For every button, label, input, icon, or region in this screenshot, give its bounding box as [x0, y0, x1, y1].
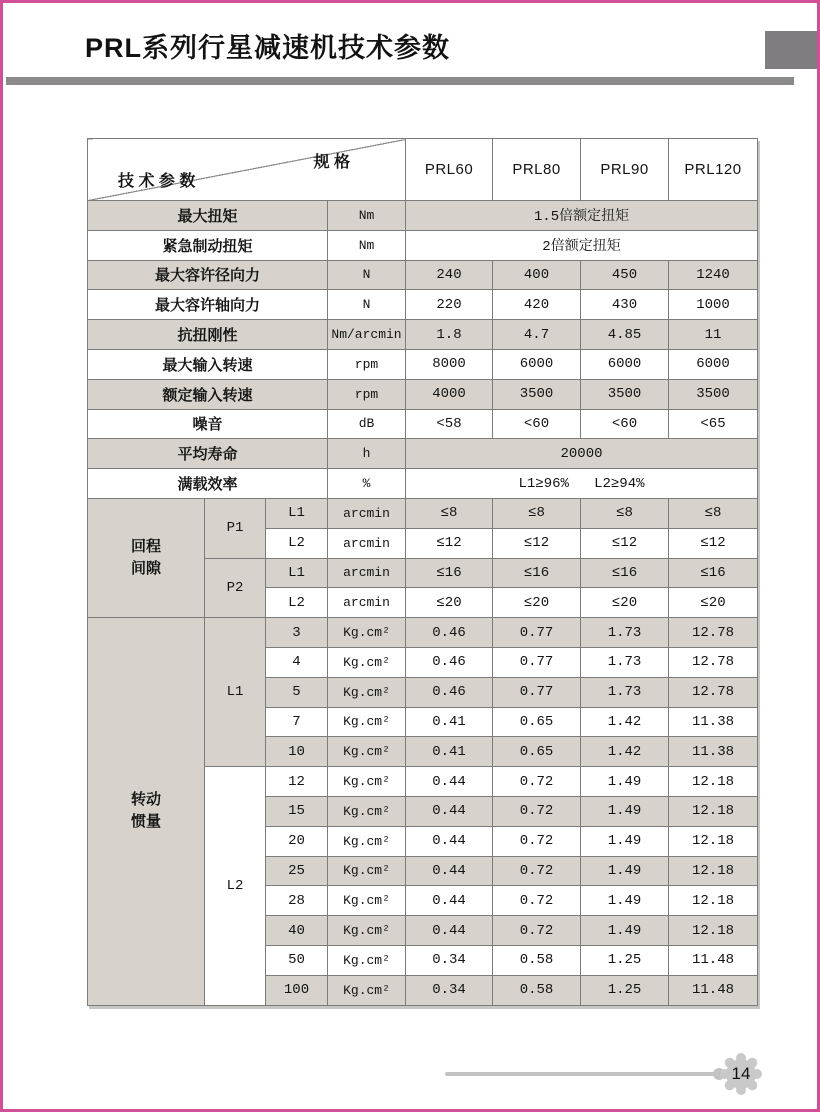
inertia-group-cell: 转动 惯量 — [88, 618, 205, 1005]
value-cell: ≤8 — [581, 498, 669, 528]
unit-cell: Kg.cm² — [328, 826, 406, 856]
table-row — [88, 320, 758, 350]
value-cell: 240 — [406, 260, 493, 290]
unit-cell: Kg.cm² — [328, 767, 406, 797]
value-cell: ≤16 — [669, 558, 758, 588]
table-row — [88, 201, 758, 231]
header-param-label: 技 术 参 数 — [118, 173, 196, 190]
value-cell: 1.25 — [581, 945, 669, 975]
value-cell: 8000 — [406, 349, 493, 379]
ratio-cell: 4 — [266, 647, 328, 677]
grade-cell: P2 — [205, 558, 266, 618]
ratio-cell: 100 — [266, 975, 328, 1005]
value-cell: 6000 — [581, 349, 669, 379]
level-cell: L1 — [266, 498, 328, 528]
unit-cell: Kg.cm² — [328, 677, 406, 707]
value-cell: 12.18 — [669, 826, 758, 856]
value-cell: 12.18 — [669, 916, 758, 946]
unit-cell: Kg.cm² — [328, 796, 406, 826]
value-cell: 0.34 — [406, 975, 493, 1005]
ratio-cell: 50 — [266, 945, 328, 975]
table-row — [88, 260, 758, 290]
footer-line — [445, 1072, 717, 1076]
value-cell: ≤8 — [406, 498, 493, 528]
value-cell: 0.44 — [406, 796, 493, 826]
level-cell: L1 — [266, 558, 328, 588]
unit-cell: Kg.cm² — [328, 618, 406, 648]
table-row — [88, 469, 758, 499]
value-cell: 12.78 — [669, 677, 758, 707]
corner-accent-square — [765, 31, 818, 69]
value-cell: 0.58 — [493, 945, 581, 975]
value-cell: 4.7 — [493, 320, 581, 350]
value-cell: <58 — [406, 409, 493, 439]
model-header-cell: PRL80 — [493, 139, 581, 201]
value-cell: 0.72 — [493, 916, 581, 946]
ratio-cell: 3 — [266, 618, 328, 648]
value-cell: 420 — [493, 290, 581, 320]
value-cell: 0.65 — [493, 707, 581, 737]
value-cell: 4000 — [406, 379, 493, 409]
ratio-cell: 25 — [266, 856, 328, 886]
page-title: PRL系列行星减速机技术参数 — [85, 33, 450, 63]
unit-cell: arcmin — [328, 588, 406, 618]
unit-cell: Kg.cm² — [328, 856, 406, 886]
value-cell: 11.48 — [669, 975, 758, 1005]
unit-cell: Nm/arcmin — [328, 320, 406, 350]
value-cell: 1.49 — [581, 916, 669, 946]
unit-cell: arcmin — [328, 498, 406, 528]
ratio-cell: 7 — [266, 707, 328, 737]
model-header-cell: PRL90 — [581, 139, 669, 201]
value-cell: 1.49 — [581, 886, 669, 916]
value-cell: 400 — [493, 260, 581, 290]
param-name-cell: 抗扭刚性 — [88, 320, 328, 350]
value-cell: 0.77 — [493, 647, 581, 677]
unit-cell: Kg.cm² — [328, 975, 406, 1005]
grade-cell: P1 — [205, 498, 266, 558]
page-number: 14 — [731, 1064, 751, 1083]
ratio-cell: 28 — [266, 886, 328, 916]
param-name-cell: 满载效率 — [88, 469, 328, 499]
value-cell: 3500 — [669, 379, 758, 409]
value-cell: ≤20 — [406, 588, 493, 618]
table-row — [88, 439, 758, 469]
value-cell: 12.18 — [669, 796, 758, 826]
value-cell: 1.42 — [581, 737, 669, 767]
param-name-cell: 最大容许径向力 — [88, 260, 328, 290]
value-cell: 0.72 — [493, 886, 581, 916]
value-cell: 1.49 — [581, 767, 669, 797]
value-cell: 1000 — [669, 290, 758, 320]
backlash-group-cell: 回程 间隙 — [88, 498, 205, 617]
value-cell: 0.72 — [493, 796, 581, 826]
level-group-cell: L2 — [205, 767, 266, 1005]
value-cell: 6000 — [669, 349, 758, 379]
value-cell: ≤12 — [669, 528, 758, 558]
value-cell: ≤20 — [581, 588, 669, 618]
merged-value-cell: 20000 — [406, 439, 758, 469]
level-cell: L2 — [266, 588, 328, 618]
unit-cell: h — [328, 439, 406, 469]
value-cell: <60 — [581, 409, 669, 439]
value-cell: 0.44 — [406, 856, 493, 886]
value-cell: ≤20 — [669, 588, 758, 618]
value-cell: 0.72 — [493, 826, 581, 856]
level-cell: L2 — [266, 528, 328, 558]
value-cell: ≤12 — [581, 528, 669, 558]
param-name-cell: 最大容许轴向力 — [88, 290, 328, 320]
unit-cell: Kg.cm² — [328, 886, 406, 916]
spec-table-body — [88, 201, 758, 1006]
param-name-cell: 平均寿命 — [88, 439, 328, 469]
unit-cell: Nm — [328, 201, 406, 231]
title-underline-bar — [6, 77, 794, 85]
value-cell: ≤8 — [669, 498, 758, 528]
ratio-cell: 5 — [266, 677, 328, 707]
value-cell: 0.65 — [493, 737, 581, 767]
value-cell: 430 — [581, 290, 669, 320]
value-cell: 0.46 — [406, 618, 493, 648]
value-cell: 220 — [406, 290, 493, 320]
value-cell: 1240 — [669, 260, 758, 290]
header-row — [88, 139, 758, 201]
value-cell: ≤12 — [406, 528, 493, 558]
value-cell: 0.34 — [406, 945, 493, 975]
value-cell: ≤16 — [493, 558, 581, 588]
ratio-cell: 20 — [266, 826, 328, 856]
value-cell: 1.8 — [406, 320, 493, 350]
value-cell: 3500 — [581, 379, 669, 409]
value-cell: 12.18 — [669, 767, 758, 797]
unit-cell: rpm — [328, 379, 406, 409]
value-cell: 0.44 — [406, 916, 493, 946]
value-cell: 11 — [669, 320, 758, 350]
value-cell: 0.77 — [493, 618, 581, 648]
value-cell: 1.73 — [581, 677, 669, 707]
unit-cell: % — [328, 469, 406, 499]
unit-cell: Kg.cm² — [328, 707, 406, 737]
value-cell: 12.18 — [669, 886, 758, 916]
model-header-cell: PRL120 — [669, 139, 758, 201]
value-cell: 0.72 — [493, 767, 581, 797]
header-spec-label: 规 格 — [313, 154, 350, 171]
value-cell: 12.78 — [669, 647, 758, 677]
table-row — [88, 230, 758, 260]
value-cell: 0.46 — [406, 647, 493, 677]
table-row — [88, 498, 758, 528]
value-cell: ≤12 — [493, 528, 581, 558]
value-cell: 1.49 — [581, 856, 669, 886]
value-cell: 1.49 — [581, 826, 669, 856]
value-cell: 12.78 — [669, 618, 758, 648]
table-row — [88, 290, 758, 320]
value-cell: 1.49 — [581, 796, 669, 826]
unit-cell: N — [328, 290, 406, 320]
value-cell: 0.77 — [493, 677, 581, 707]
value-cell: ≤20 — [493, 588, 581, 618]
value-cell: ≤16 — [406, 558, 493, 588]
unit-cell: Kg.cm² — [328, 647, 406, 677]
param-name-cell: 噪音 — [88, 409, 328, 439]
table-row — [88, 349, 758, 379]
value-cell: <60 — [493, 409, 581, 439]
value-cell: 0.41 — [406, 707, 493, 737]
value-cell: 0.46 — [406, 677, 493, 707]
value-cell: 0.41 — [406, 737, 493, 767]
unit-cell: arcmin — [328, 528, 406, 558]
value-cell: 11.38 — [669, 737, 758, 767]
merged-value-cell: 2倍额定扭矩 — [406, 230, 758, 260]
value-cell: 1.73 — [581, 618, 669, 648]
unit-cell: Kg.cm² — [328, 916, 406, 946]
unit-cell: Nm — [328, 230, 406, 260]
value-cell: 0.72 — [493, 856, 581, 886]
merged-value-cell: L1≥96% L2≥94% — [406, 469, 758, 499]
unit-cell: rpm — [328, 349, 406, 379]
unit-cell: Kg.cm² — [328, 945, 406, 975]
unit-cell: Kg.cm² — [328, 737, 406, 767]
spec-table — [87, 138, 758, 1006]
param-name-cell: 最大扭矩 — [88, 201, 328, 231]
value-cell: 0.58 — [493, 975, 581, 1005]
table-row — [88, 379, 758, 409]
ratio-cell: 12 — [266, 767, 328, 797]
value-cell: 11.48 — [669, 945, 758, 975]
value-cell: ≤8 — [493, 498, 581, 528]
value-cell: 450 — [581, 260, 669, 290]
value-cell: 1.42 — [581, 707, 669, 737]
unit-cell: arcmin — [328, 558, 406, 588]
param-name-cell: 额定输入转速 — [88, 379, 328, 409]
merged-value-cell: 1.5倍额定扭矩 — [406, 201, 758, 231]
value-cell: 12.18 — [669, 856, 758, 886]
ratio-cell: 40 — [266, 916, 328, 946]
table-row — [88, 618, 758, 648]
value-cell: ≤16 — [581, 558, 669, 588]
value-cell: 3500 — [493, 379, 581, 409]
table-row — [88, 409, 758, 439]
value-cell: 4.85 — [581, 320, 669, 350]
value-cell: 1.25 — [581, 975, 669, 1005]
model-header-cell: PRL60 — [406, 139, 493, 201]
ratio-cell: 10 — [266, 737, 328, 767]
value-cell: 0.44 — [406, 826, 493, 856]
header-corner-cell — [88, 139, 406, 201]
ratio-cell: 15 — [266, 796, 328, 826]
param-name-cell: 紧急制动扭矩 — [88, 230, 328, 260]
value-cell: 1.73 — [581, 647, 669, 677]
level-group-cell: L1 — [205, 618, 266, 767]
unit-cell: dB — [328, 409, 406, 439]
param-name-cell: 最大输入转速 — [88, 349, 328, 379]
value-cell: 0.44 — [406, 767, 493, 797]
unit-cell: N — [328, 260, 406, 290]
value-cell: 11.38 — [669, 707, 758, 737]
value-cell: 0.44 — [406, 886, 493, 916]
value-cell: 6000 — [493, 349, 581, 379]
value-cell: <65 — [669, 409, 758, 439]
